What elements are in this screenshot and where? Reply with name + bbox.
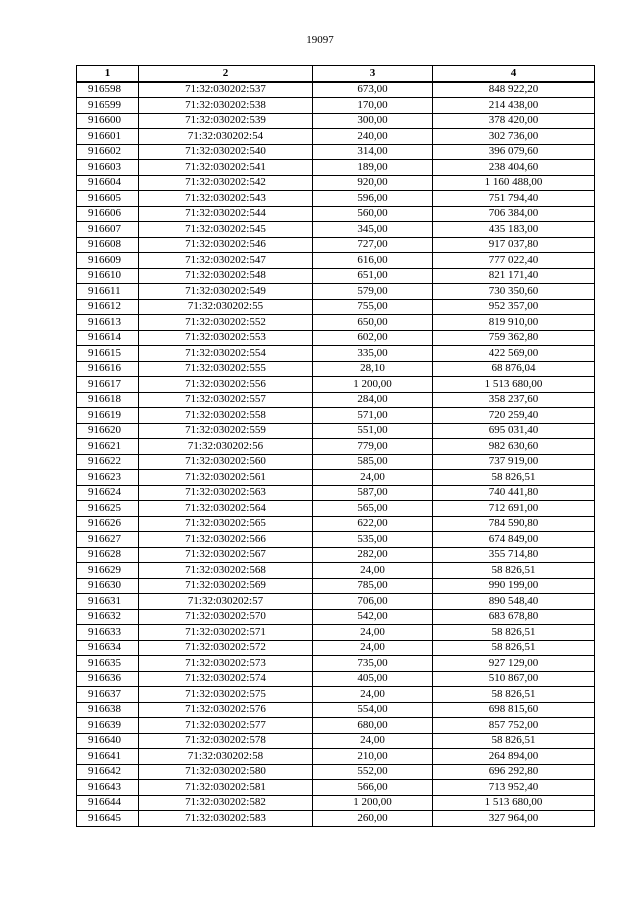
table-cell: 71:32:030202:558 bbox=[139, 408, 313, 424]
page-number: 19097 bbox=[306, 34, 334, 46]
table-cell: 71:32:030202:539 bbox=[139, 113, 313, 129]
table-cell: 58 826,51 bbox=[433, 640, 595, 656]
table-cell: 71:32:030202:548 bbox=[139, 268, 313, 284]
table-cell: 777 022,40 bbox=[433, 253, 595, 269]
table-cell: 170,00 bbox=[313, 98, 433, 114]
table-cell: 71:32:030202:552 bbox=[139, 315, 313, 331]
table-cell: 920,00 bbox=[313, 175, 433, 191]
table-cell: 189,00 bbox=[313, 160, 433, 176]
table-cell: 58 826,51 bbox=[433, 687, 595, 703]
table-cell: 71:32:030202:538 bbox=[139, 98, 313, 114]
table-cell: 552,00 bbox=[313, 764, 433, 780]
table-cell: 1 513 680,00 bbox=[433, 795, 595, 811]
table-cell: 916635 bbox=[77, 656, 139, 672]
table-cell: 916619 bbox=[77, 408, 139, 424]
table-cell: 916600 bbox=[77, 113, 139, 129]
table-row bbox=[77, 780, 595, 796]
table-cell: 713 952,40 bbox=[433, 780, 595, 796]
table-cell: 1 513 680,00 bbox=[433, 377, 595, 393]
table-cell: 71:32:030202:573 bbox=[139, 656, 313, 672]
table-cell: 542,00 bbox=[313, 609, 433, 625]
table-cell: 554,00 bbox=[313, 702, 433, 718]
table-cell: 730 350,60 bbox=[433, 284, 595, 300]
table-cell: 24,00 bbox=[313, 733, 433, 749]
table-cell: 71:32:030202:55 bbox=[139, 299, 313, 315]
table-cell: 927 129,00 bbox=[433, 656, 595, 672]
table-row bbox=[77, 609, 595, 625]
table-cell: 378 420,00 bbox=[433, 113, 595, 129]
table-row bbox=[77, 253, 595, 269]
table-cell: 735,00 bbox=[313, 656, 433, 672]
table-row bbox=[77, 532, 595, 548]
table-cell: 71:32:030202:57 bbox=[139, 594, 313, 610]
table-cell: 71:32:030202:544 bbox=[139, 206, 313, 222]
table-row bbox=[77, 113, 595, 129]
table-cell: 510 867,00 bbox=[433, 671, 595, 687]
table-cell: 916607 bbox=[77, 222, 139, 238]
table-row bbox=[77, 547, 595, 563]
table-cell: 345,00 bbox=[313, 222, 433, 238]
table-row bbox=[77, 454, 595, 470]
table-cell: 916626 bbox=[77, 516, 139, 532]
table-cell: 335,00 bbox=[313, 346, 433, 362]
table-cell: 990 199,00 bbox=[433, 578, 595, 594]
table-cell: 571,00 bbox=[313, 408, 433, 424]
table-cell: 71:32:030202:549 bbox=[139, 284, 313, 300]
table-cell: 1 200,00 bbox=[313, 377, 433, 393]
table-cell: 848 922,20 bbox=[433, 82, 595, 98]
table-cell: 1 200,00 bbox=[313, 795, 433, 811]
table-cell: 71:32:030202:578 bbox=[139, 733, 313, 749]
table-cell: 916623 bbox=[77, 470, 139, 486]
table-row bbox=[77, 671, 595, 687]
table-cell: 71:32:030202:583 bbox=[139, 811, 313, 827]
table-row bbox=[77, 315, 595, 331]
table-cell: 71:32:030202:547 bbox=[139, 253, 313, 269]
table-cell: 755,00 bbox=[313, 299, 433, 315]
table-row bbox=[77, 330, 595, 346]
table-cell: 916642 bbox=[77, 764, 139, 780]
table-cell: 737 919,00 bbox=[433, 454, 595, 470]
table-cell: 916622 bbox=[77, 454, 139, 470]
table-cell: 24,00 bbox=[313, 625, 433, 641]
table-cell: 71:32:030202:559 bbox=[139, 423, 313, 439]
header-row bbox=[77, 66, 595, 82]
table-cell: 58 826,51 bbox=[433, 470, 595, 486]
table-cell: 260,00 bbox=[313, 811, 433, 827]
table-cell: 58 826,51 bbox=[433, 563, 595, 579]
table-cell: 917 037,80 bbox=[433, 237, 595, 253]
table-row bbox=[77, 206, 595, 222]
table-cell: 396 079,60 bbox=[433, 144, 595, 160]
table-cell: 916601 bbox=[77, 129, 139, 145]
table-row bbox=[77, 423, 595, 439]
table-cell: 71:32:030202:570 bbox=[139, 609, 313, 625]
column-header: 3 bbox=[313, 66, 433, 82]
table-cell: 916604 bbox=[77, 175, 139, 191]
table-cell: 916631 bbox=[77, 594, 139, 610]
table-cell: 890 548,40 bbox=[433, 594, 595, 610]
table-row bbox=[77, 687, 595, 703]
table-cell: 585,00 bbox=[313, 454, 433, 470]
table-cell: 784 590,80 bbox=[433, 516, 595, 532]
table-cell: 683 678,80 bbox=[433, 609, 595, 625]
table-cell: 71:32:030202:554 bbox=[139, 346, 313, 362]
table-cell: 71:32:030202:545 bbox=[139, 222, 313, 238]
table-cell: 1 160 488,00 bbox=[433, 175, 595, 191]
table-row bbox=[77, 501, 595, 517]
table-cell: 916632 bbox=[77, 609, 139, 625]
table-cell: 916620 bbox=[77, 423, 139, 439]
table-cell: 71:32:030202:560 bbox=[139, 454, 313, 470]
column-header: 1 bbox=[77, 66, 139, 82]
table-cell: 916641 bbox=[77, 749, 139, 765]
table-cell: 71:32:030202:56 bbox=[139, 439, 313, 455]
table-cell: 916618 bbox=[77, 392, 139, 408]
table-cell: 71:32:030202:572 bbox=[139, 640, 313, 656]
column-header: 4 bbox=[433, 66, 595, 82]
table-cell: 916638 bbox=[77, 702, 139, 718]
table-cell: 587,00 bbox=[313, 485, 433, 501]
table-cell: 596,00 bbox=[313, 191, 433, 207]
table-cell: 916611 bbox=[77, 284, 139, 300]
table-row bbox=[77, 578, 595, 594]
table-cell: 71:32:030202:571 bbox=[139, 625, 313, 641]
table-cell: 916624 bbox=[77, 485, 139, 501]
table-cell: 916602 bbox=[77, 144, 139, 160]
table-cell: 28,10 bbox=[313, 361, 433, 377]
table-row bbox=[77, 718, 595, 734]
table-row bbox=[77, 98, 595, 114]
table-cell: 916629 bbox=[77, 563, 139, 579]
table-cell: 68 876,04 bbox=[433, 361, 595, 377]
table-cell: 622,00 bbox=[313, 516, 433, 532]
table-cell: 24,00 bbox=[313, 640, 433, 656]
table-row bbox=[77, 594, 595, 610]
table-cell: 916608 bbox=[77, 237, 139, 253]
table-cell: 240,00 bbox=[313, 129, 433, 145]
table-cell: 751 794,40 bbox=[433, 191, 595, 207]
table-cell: 916613 bbox=[77, 315, 139, 331]
table-row bbox=[77, 516, 595, 532]
table-row bbox=[77, 377, 595, 393]
table-row bbox=[77, 129, 595, 145]
table-row bbox=[77, 733, 595, 749]
table-row bbox=[77, 563, 595, 579]
table-row bbox=[77, 702, 595, 718]
table-cell: 712 691,00 bbox=[433, 501, 595, 517]
table-cell: 740 441,80 bbox=[433, 485, 595, 501]
table-row bbox=[77, 268, 595, 284]
table-cell: 916603 bbox=[77, 160, 139, 176]
table-cell: 566,00 bbox=[313, 780, 433, 796]
table-row bbox=[77, 656, 595, 672]
table-cell: 982 630,60 bbox=[433, 439, 595, 455]
table-cell: 355 714,80 bbox=[433, 547, 595, 563]
table-cell: 565,00 bbox=[313, 501, 433, 517]
table-cell: 71:32:030202:58 bbox=[139, 749, 313, 765]
table-cell: 24,00 bbox=[313, 687, 433, 703]
table-cell: 916612 bbox=[77, 299, 139, 315]
table-cell: 71:32:030202:566 bbox=[139, 532, 313, 548]
table-cell: 71:32:030202:575 bbox=[139, 687, 313, 703]
table-cell: 916614 bbox=[77, 330, 139, 346]
table-cell: 282,00 bbox=[313, 547, 433, 563]
table-cell: 916617 bbox=[77, 377, 139, 393]
table-cell: 759 362,80 bbox=[433, 330, 595, 346]
table-cell: 71:32:030202:555 bbox=[139, 361, 313, 377]
table-cell: 535,00 bbox=[313, 532, 433, 548]
table-cell: 71:32:030202:576 bbox=[139, 702, 313, 718]
table-cell: 314,00 bbox=[313, 144, 433, 160]
table-cell: 24,00 bbox=[313, 470, 433, 486]
table-cell: 71:32:030202:557 bbox=[139, 392, 313, 408]
table-cell: 727,00 bbox=[313, 237, 433, 253]
table-cell: 916598 bbox=[77, 82, 139, 98]
table-cell: 71:32:030202:556 bbox=[139, 377, 313, 393]
table-cell: 695 031,40 bbox=[433, 423, 595, 439]
table-cell: 71:32:030202:553 bbox=[139, 330, 313, 346]
table-row bbox=[77, 299, 595, 315]
table-cell: 71:32:030202:540 bbox=[139, 144, 313, 160]
table-cell: 214 438,00 bbox=[433, 98, 595, 114]
table-cell: 821 171,40 bbox=[433, 268, 595, 284]
table-row bbox=[77, 749, 595, 765]
table-header bbox=[77, 66, 595, 82]
table-cell: 405,00 bbox=[313, 671, 433, 687]
table-cell: 71:32:030202:563 bbox=[139, 485, 313, 501]
table-cell: 24,00 bbox=[313, 563, 433, 579]
table-row bbox=[77, 237, 595, 253]
table-cell: 916633 bbox=[77, 625, 139, 641]
table-row bbox=[77, 764, 595, 780]
table-cell: 58 826,51 bbox=[433, 625, 595, 641]
table-cell: 579,00 bbox=[313, 284, 433, 300]
table-cell: 651,00 bbox=[313, 268, 433, 284]
table-cell: 71:32:030202:569 bbox=[139, 578, 313, 594]
table-cell: 71:32:030202:537 bbox=[139, 82, 313, 98]
table-row bbox=[77, 408, 595, 424]
table-cell: 952 357,00 bbox=[433, 299, 595, 315]
table-row bbox=[77, 811, 595, 827]
table-row bbox=[77, 640, 595, 656]
table-cell: 302 736,00 bbox=[433, 129, 595, 145]
table-row bbox=[77, 439, 595, 455]
table-cell: 916610 bbox=[77, 268, 139, 284]
table-cell: 71:32:030202:565 bbox=[139, 516, 313, 532]
table-cell: 698 815,60 bbox=[433, 702, 595, 718]
table-cell: 916621 bbox=[77, 439, 139, 455]
table-cell: 916627 bbox=[77, 532, 139, 548]
table-cell: 916616 bbox=[77, 361, 139, 377]
table-cell: 680,00 bbox=[313, 718, 433, 734]
table-cell: 696 292,80 bbox=[433, 764, 595, 780]
table-cell: 284,00 bbox=[313, 392, 433, 408]
table-cell: 916628 bbox=[77, 547, 139, 563]
table-cell: 916637 bbox=[77, 687, 139, 703]
table-cell: 71:32:030202:567 bbox=[139, 547, 313, 563]
table-cell: 560,00 bbox=[313, 206, 433, 222]
table-cell: 706 384,00 bbox=[433, 206, 595, 222]
table-cell: 71:32:030202:581 bbox=[139, 780, 313, 796]
table-cell: 785,00 bbox=[313, 578, 433, 594]
table-cell: 857 752,00 bbox=[433, 718, 595, 734]
table-cell: 358 237,60 bbox=[433, 392, 595, 408]
table-row bbox=[77, 795, 595, 811]
table-row bbox=[77, 82, 595, 98]
table-row bbox=[77, 222, 595, 238]
table-cell: 916615 bbox=[77, 346, 139, 362]
table-cell: 300,00 bbox=[313, 113, 433, 129]
table-cell: 71:32:030202:564 bbox=[139, 501, 313, 517]
table-cell: 916634 bbox=[77, 640, 139, 656]
table-cell: 916636 bbox=[77, 671, 139, 687]
table-cell: 916625 bbox=[77, 501, 139, 517]
table-cell: 706,00 bbox=[313, 594, 433, 610]
table-cell: 327 964,00 bbox=[433, 811, 595, 827]
table-row bbox=[77, 284, 595, 300]
table-row bbox=[77, 392, 595, 408]
table-cell: 819 910,00 bbox=[433, 315, 595, 331]
table-cell: 551,00 bbox=[313, 423, 433, 439]
table-cell: 71:32:030202:561 bbox=[139, 470, 313, 486]
table-cell: 71:32:030202:582 bbox=[139, 795, 313, 811]
table-cell: 779,00 bbox=[313, 439, 433, 455]
table-row bbox=[77, 361, 595, 377]
table-cell: 210,00 bbox=[313, 749, 433, 765]
table-cell: 916640 bbox=[77, 733, 139, 749]
table-cell: 650,00 bbox=[313, 315, 433, 331]
table-cell: 916606 bbox=[77, 206, 139, 222]
table-cell: 238 404,60 bbox=[433, 160, 595, 176]
table-cell: 71:32:030202:541 bbox=[139, 160, 313, 176]
table-cell: 422 569,00 bbox=[433, 346, 595, 362]
table-row bbox=[77, 346, 595, 362]
table-row bbox=[77, 470, 595, 486]
table-cell: 916609 bbox=[77, 253, 139, 269]
table-cell: 916630 bbox=[77, 578, 139, 594]
table-cell: 916639 bbox=[77, 718, 139, 734]
table-cell: 435 183,00 bbox=[433, 222, 595, 238]
table-cell: 71:32:030202:580 bbox=[139, 764, 313, 780]
table-cell: 674 849,00 bbox=[433, 532, 595, 548]
table-cell: 916645 bbox=[77, 811, 139, 827]
table-row bbox=[77, 175, 595, 191]
table-cell: 58 826,51 bbox=[433, 733, 595, 749]
table-row bbox=[77, 160, 595, 176]
table-cell: 602,00 bbox=[313, 330, 433, 346]
table-cell: 916643 bbox=[77, 780, 139, 796]
column-header: 2 bbox=[139, 66, 313, 82]
table-cell: 916605 bbox=[77, 191, 139, 207]
table-row bbox=[77, 144, 595, 160]
table-cell: 71:32:030202:542 bbox=[139, 175, 313, 191]
data-table bbox=[76, 65, 595, 827]
table-cell: 720 259,40 bbox=[433, 408, 595, 424]
table-body bbox=[77, 82, 595, 827]
table-cell: 71:32:030202:54 bbox=[139, 129, 313, 145]
table-cell: 71:32:030202:546 bbox=[139, 237, 313, 253]
table-cell: 916599 bbox=[77, 98, 139, 114]
table-cell: 673,00 bbox=[313, 82, 433, 98]
table-cell: 71:32:030202:568 bbox=[139, 563, 313, 579]
table-cell: 71:32:030202:577 bbox=[139, 718, 313, 734]
table-cell: 71:32:030202:574 bbox=[139, 671, 313, 687]
table-row bbox=[77, 625, 595, 641]
table-cell: 71:32:030202:543 bbox=[139, 191, 313, 207]
table-cell: 264 894,00 bbox=[433, 749, 595, 765]
table-cell: 616,00 bbox=[313, 253, 433, 269]
table-cell: 916644 bbox=[77, 795, 139, 811]
table-row bbox=[77, 485, 595, 501]
table-row bbox=[77, 191, 595, 207]
